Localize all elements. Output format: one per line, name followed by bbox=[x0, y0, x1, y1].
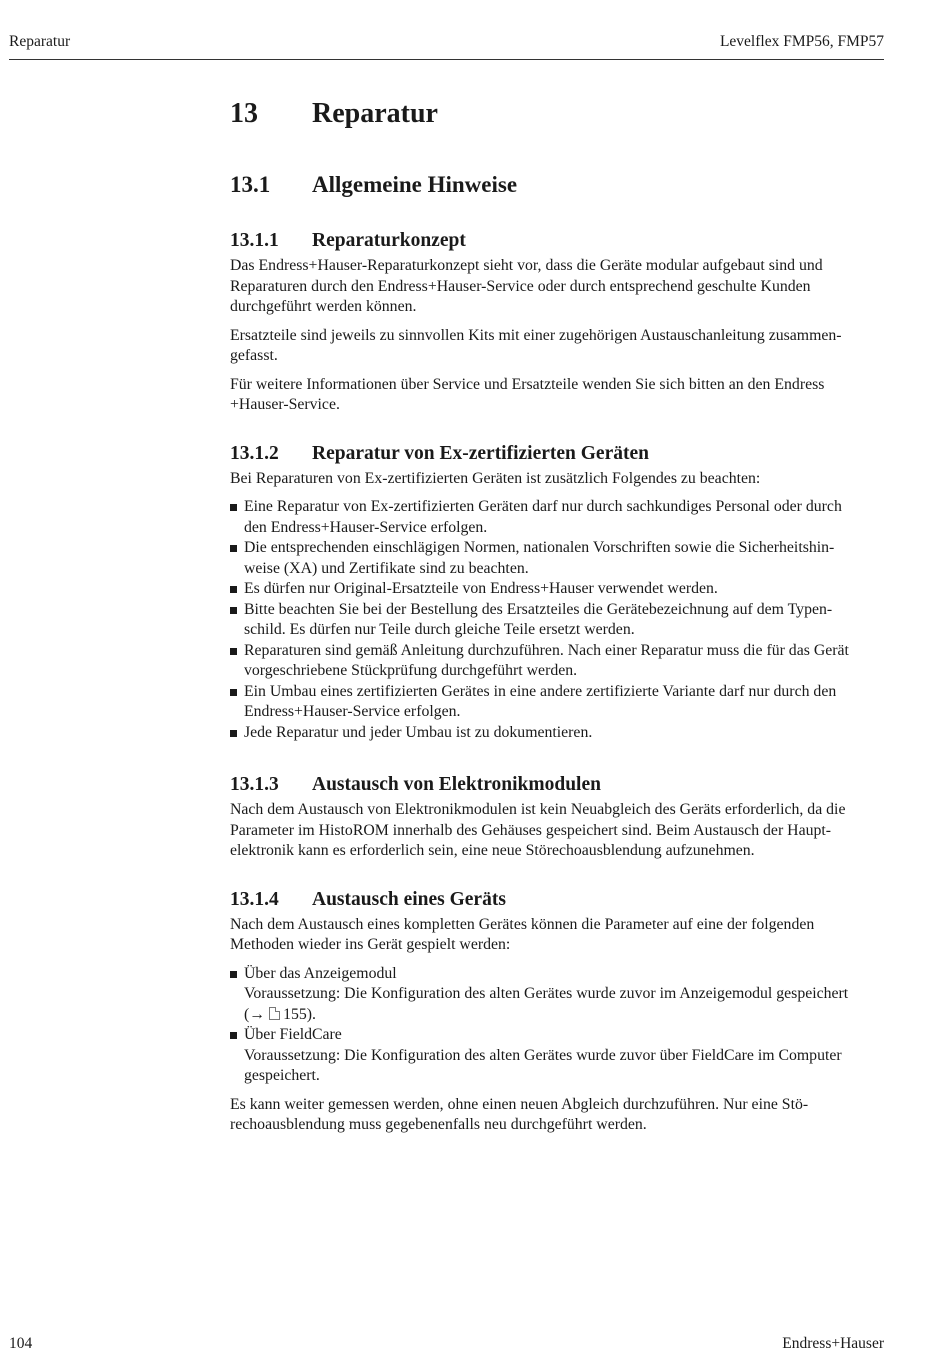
page-number: 104 bbox=[9, 1335, 33, 1352]
paragraph: Bei Reparaturen von Ex-zertifizierten Geräten ist zusätzlich Folgendes zu beachten: bbox=[230, 469, 761, 487]
bullet-icon bbox=[230, 504, 237, 511]
section-title: Allgemeine Hinweise bbox=[312, 172, 518, 197]
page-content bbox=[230, 92, 885, 1136]
list-item: Es dürfen nur Original-Ersatzteile von Endress+Hauser verwendet werden. bbox=[230, 579, 885, 600]
paragraph: Es kann weiter gemessen werden, ohne einen neuen Abgleich durchzuführen. Nur eine Stö- rechoausblendung muss gegebenenfalls neu durchgeführt werden. bbox=[230, 1095, 809, 1133]
page-footer bbox=[9, 1335, 884, 1355]
paragraph: Ersatzteile sind jeweils zu sinnvollen Kits mit einer zugehörigen Austauschanleitung zusammen- gefasst. bbox=[230, 326, 842, 364]
section-number: 13.1 bbox=[230, 172, 271, 197]
subsection-title: Reparatur von Ex-zertifizierten Geräten bbox=[312, 442, 649, 464]
list-item: Die entsprechenden einschlägigen Normen, nationalen Vorschriften sowie die Sicherheitshin- weise (XA) und Zertifikate sind zu beachten. bbox=[230, 538, 885, 579]
bullet-icon bbox=[230, 648, 237, 655]
list-item: Reparaturen sind gemäß Anleitung durchzuführen. Nach einer Reparatur muss die für das Gerät vorgeschriebene Stückprüfung durchgeführt werden. bbox=[230, 641, 885, 682]
list-item: Eine Reparatur von Ex-zertifizierten Geräten darf nur durch sachkundiges Personal oder durch den Endress+Hauser-Service erfolgen. bbox=[230, 497, 885, 538]
page-header bbox=[9, 33, 884, 53]
paragraph: Das Endress+Hauser-Reparaturkonzept sieht vor, dass die Geräte modular aufgebaut sind und Reparaturen durch den Endress+Hauser-Service oder durch entsprechend geschulte Kunden durchgeführt werden können. bbox=[230, 257, 823, 315]
paragraph: Nach dem Austausch von Elektronikmodulen ist kein Neuabgleich des Geräts erforderlich, da die Parameter im HistoROM innerhalb des Gehäuses gespeichert sind. Beim Austausch der Haupt- elektronik kann es erforderlich sein, eine neue Störechoausblendung aufzunehmen. bbox=[230, 801, 846, 859]
paragraph: Für weitere Informationen über Service und Ersatzteile wenden Sie sich bitten an den Endress +Hauser-Service. bbox=[230, 375, 825, 413]
bullet-list bbox=[230, 497, 885, 743]
header-product: Levelflex FMP56, FMP57 bbox=[719, 33, 884, 50]
list-item: Über das Anzeigemodul Voraussetzung: Die Konfiguration des alten Gerätes wurde zuvor im Anzeigemodul gespeichert (→ 155). bbox=[230, 964, 885, 1026]
subsection-title: Reparaturkonzept bbox=[312, 230, 466, 251]
header-section: Reparatur bbox=[9, 33, 71, 50]
subsection-number: 13.1.2 bbox=[230, 442, 279, 464]
subsection-number: 13.1.1 bbox=[230, 230, 279, 251]
bullet-icon bbox=[230, 971, 237, 978]
bullet-icon bbox=[230, 689, 237, 696]
subsection-heading-elektronikmodule bbox=[230, 770, 885, 800]
subsection-title: Austausch eines Geräts bbox=[312, 888, 506, 910]
list-item: Über FieldCare Voraussetzung: Die Konfiguration des alten Gerätes wurde zuvor über FieldCare im Computer gespeichert. bbox=[230, 1025, 885, 1087]
subsection-heading-ex-reparatur bbox=[230, 439, 885, 469]
chapter-title: Reparatur bbox=[312, 98, 438, 129]
paragraph: Nach dem Austausch eines kompletten Gerätes können die Parameter auf eine der folgenden Methoden wieder ins Gerät gespielt werden: bbox=[230, 915, 815, 953]
subsection-number: 13.1.4 bbox=[230, 888, 279, 910]
header-divider bbox=[9, 59, 884, 60]
subsection-heading-geraetetausch bbox=[230, 885, 885, 915]
bullet-icon bbox=[230, 1032, 237, 1039]
subsection-number: 13.1.3 bbox=[230, 774, 279, 795]
page-reference-icon bbox=[269, 1007, 280, 1020]
chapter-number: 13 bbox=[230, 98, 258, 129]
list-item: Ein Umbau eines zertifizierten Gerätes in eine andere zertifizierte Variante darf nur durch den Endress+Hauser-Service erfolgen. bbox=[230, 682, 885, 723]
list-item: Bitte beachten Sie bei der Bestellung des Ersatzteiles die Gerätebezeichnung auf dem Typen- schild. Es dürfen nur Teile durch gleiche Teile ersetzt werden. bbox=[230, 600, 885, 641]
bullet-icon bbox=[230, 545, 237, 552]
bullet-icon bbox=[230, 607, 237, 614]
bullet-icon bbox=[230, 586, 237, 593]
chapter-heading bbox=[230, 92, 885, 136]
subsection-title: Austausch von Elektronikmodulen bbox=[312, 774, 601, 795]
list-item: Jede Reparatur und jeder Umbau ist zu dokumentieren. bbox=[230, 723, 885, 744]
bullet-icon bbox=[230, 730, 237, 737]
section-heading bbox=[230, 165, 885, 205]
subsection-heading-reparaturkonzept bbox=[230, 226, 885, 256]
footer-brand: Endress+Hauser bbox=[782, 1335, 884, 1352]
bullet-list bbox=[230, 964, 885, 1087]
